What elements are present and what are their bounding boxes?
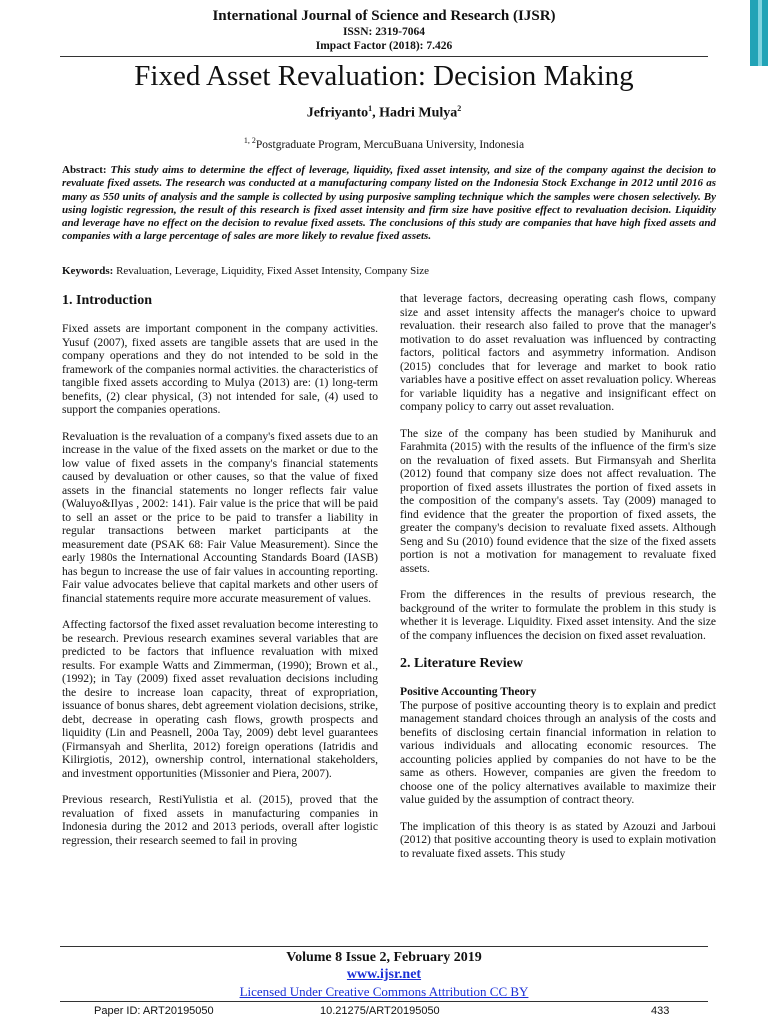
left-column [62,292,378,860]
paragraph: Fixed assets are important component in the company activities. Yusuf (2007), fixed assets are tangible assets that are used in the company operations and they do not intended to be sold in the framework of the companies normal activities. the characteristics of tangible fixed assets according to Mulya (2013) are: (1) long-term benefits, (2) clear physical, (3) not intended for sale, (4) used to support the companies operations. [62,322,378,416]
paragraph: that leverage factors, decreasing operating cash flows, company size and asset intensity affects the manager's choice to upward revaluation. their research also failed to prove that the manager's motivation to do asset revaluation was influenced by contracting factors, political factors and asymmetry information. Andison (2015) concludes that for leverage and market to book ratio variables have a positive effect on asset revaluation policy. Whereas for variable liquidity has a negative and insignificant effect on company policy to carry out asset revaluation. [400,292,716,413]
journal-name: International Journal of Science and Research (IJSR) [212,8,556,24]
paragraph: From the differences in the results of previous research, the background of the writer to formulate the problem in this study is whether it is leverage. Liquidity. Fixed asset intensity. And the size of the company influences the decision on fixed asset revaluation. [400,588,716,642]
affiliation-sup: 1, 2 [243,136,256,145]
page-number: 433 [651,1005,670,1017]
journal-website-link[interactable]: www.ijsr.net [346,967,422,982]
abstract-body: This study aims to determine the effect of leverage, liquidity, fixed asset intensity, and size of the company against the decision to revaluate fixed assets. The research was conducted at a manufacturing company listed on the Indonesia Stock Exchange in 2012 until 2016 as many as 550 units of analysis and the sample is collected by using purposive sampling technique which the samples were chosen selectively. By using logistic regression, the result of this research is fixed asset intensity and firm size have positive effect to revaluation decision. Liquidity and leverage have no effect on the decision to revalue fixed assets. The conclusions of this study are companies that have high fixed assets and companies with a large percentage of sales are more likely to revalue fixed assets. [62,164,716,243]
affiliation-text: Postgraduate Program, MercuBuana University, Indonesia [255,138,525,151]
volume-issue: Volume 8 Issue 2, February 2019 [286,950,482,965]
paragraph: Previous research, RestiYulistia et al. (2015), proved that the revaluation of fixed assets in manufacturing companies in Indonesia during the 2012 and 2013 periods, overall after logistic regression, their research seemed to fail in proving [62,793,378,847]
author-1: Jefriyanto [306,105,369,121]
footer-rule [60,946,708,947]
abstract [62,164,716,244]
bottom-rule [60,1001,708,1002]
author-1-affil: 1 [368,104,373,113]
impact-factor: Impact Factor (2018): 7.426 [315,40,453,52]
paragraph: The implication of this theory is as stated by Azouzi and Jarboui (2012) that positive accounting theory is used to explain motivation to revaluate fixed assets. This study [400,819,716,860]
section-heading-introduction: 1. Introduction [62,293,152,308]
keywords-label: Keywords: [62,265,114,277]
section-heading-literature-review: 2. Literature Review [400,656,523,671]
header-rule [60,56,708,57]
authors [0,104,768,122]
issn: ISSN: 2319-7064 [342,26,426,38]
subsection-heading: Positive Accounting Theory [400,685,537,698]
paper-id: Paper ID: ART20195050 [94,1005,214,1017]
paragraph: The purpose of positive accounting theory is to explain and predict management standard choices through an analysis of the costs and benefits of disclosing certain financial information in relation to various individuals and allocating economic resources. The accounting policies applied by companies do not have to be the same as others. However, companies are given the freedom to choose one of the policy alternatives available to maximize their value guided by the assumption of contract theory. [400,698,716,806]
abstract-label: Abstract: [62,164,107,176]
paragraph: Revaluation is the revaluation of a company's fixed assets due to an increase in the value of the fixed assets on the market or due to the low value of fixed assets in the company's financial statements caused by devaluation or other causes, so that the value of fixed assets in the financial statements no longer reflects fair value (Waluyo&Ilyas , 2002: 141). Fair value is the price that will be paid to sell an asset or the price to be paid to transfer a liability in regular transactions between market participants at the measurement date (PSAK 68: Fair Value Measurement). Since the early 1980s the International Accounting Standards Board (IASB) has begun to increase the use of fair values in accounting reporting. Fair value advocates believe that capital markets and other users of financial statements require more accurate measurement of values. [62,429,378,605]
license-link[interactable]: Licensed Under Creative Commons Attribution CC BY [239,984,529,999]
doi: 10.21275/ART20195050 [320,1005,440,1017]
right-column [400,292,716,873]
paragraph: The size of the company has been studied by Manihuruk and Farahmita (2015) with the results of the influence of the firm's size on the revaluation of fixed assets. But Firmansyah and Sherlita (2012) found that company size does not affect revaluation. The proportion of fixed assets illustrates the portion of fixed assets in the composition of the company's assets. Tay (2009) managed to find evidence that the greater the proportion of fixed assets, the greater the company's decision to revaluate fixed assets. Although Seng and Su (2010) found evidence that the size of the fixed assets portion is not a motivation for management to revaluate fixed assets. [400,426,716,575]
keywords-body: Revaluation, Leverage, Liquidity, Fixed Asset Intensity, Company Size [116,265,430,277]
keywords [62,265,716,277]
affiliation [0,136,768,151]
paper-title: Fixed Asset Revaluation: Decision Making [134,60,634,92]
paragraph: Affecting factorsof the fixed asset revaluation become interesting to be research. Previous research examines several variables that are predicted to be factors that influence revaluation with mixed results. For example Watts and Zimmerman, (1990); Brown et al., (1992); in Tay (2009) fixed asset revaluation decisions including the desire to increase loan capacity, threat of expropriation, issuance of bonus shares, debt agreement violation decisions, strike, debt, decrease in operating cash flows, growth prospects and liquidity (Lin and Peasnell, 200a Tay, 2009) debt level guarantees (Firmansyah and Sherlita, 2012) foreign operations (Iatridis and Kilirgiotis, 2012), ownership control, international stakeholders, and investment opportunities (Missonier and Piera, 2007). [62,618,378,780]
author-2: Hadri Mulya [379,105,458,121]
author-2-affil: 2 [457,104,462,113]
author-separator: , [372,105,380,121]
